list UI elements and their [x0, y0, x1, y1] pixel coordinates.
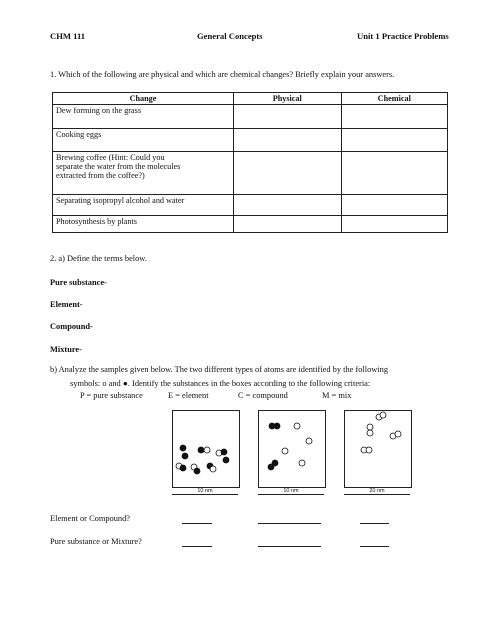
filled-atom	[268, 464, 274, 470]
table-row	[53, 129, 448, 152]
sample-3-atoms	[345, 411, 411, 487]
element-or-compound-label: Element or Compound?	[50, 514, 131, 523]
answer-blank[interactable]	[360, 546, 389, 547]
unit-title: Unit 1 Practice Problems	[357, 31, 449, 41]
sample-box-1	[172, 410, 240, 488]
open-atom	[306, 438, 312, 444]
column-header-physical: Physical	[233, 93, 341, 105]
filled-atom	[221, 449, 227, 455]
filled-atom	[180, 445, 186, 451]
filled-atom	[274, 423, 280, 429]
physical-answer-cell[interactable]	[233, 105, 341, 129]
change-cell	[53, 152, 234, 195]
open-atom	[294, 423, 300, 429]
answer-blank[interactable]	[258, 546, 321, 547]
scale-bar-2	[258, 488, 324, 496]
scale-line	[344, 494, 410, 495]
changes-table	[52, 92, 448, 233]
atom-symbols-line: symbols: o and ●. Identify the substances in the boxes according to the following criteria:	[70, 379, 371, 388]
scale-bar-3	[344, 488, 410, 496]
open-atom	[380, 412, 386, 418]
column-header-chemical: Chemical	[341, 93, 447, 105]
question-2b-prompt: b) Analyze the samples given below. The two different types of atoms are identified by the following	[50, 365, 389, 374]
sample-box-2	[258, 410, 326, 488]
scale-line	[172, 494, 238, 495]
criterion-pure-substance: P = pure substance	[80, 391, 143, 400]
change-cell: Cooking eggs	[53, 129, 234, 152]
criterion-mix: M = mix	[322, 391, 352, 400]
physical-answer-cell[interactable]	[233, 152, 341, 195]
table-row	[53, 195, 448, 216]
term-mixture: Mixture-	[50, 345, 82, 354]
table-row	[53, 152, 448, 195]
open-atom	[210, 466, 216, 472]
table-row	[53, 105, 448, 129]
filled-atom	[194, 468, 200, 474]
physical-answer-cell[interactable]	[233, 129, 341, 152]
scale-bar-1	[172, 488, 238, 496]
filled-atom	[180, 465, 186, 471]
open-atom	[395, 431, 401, 437]
chemical-answer-cell[interactable]	[341, 195, 447, 216]
open-atom	[282, 448, 288, 454]
scale-label: 10 nm	[283, 488, 299, 494]
open-atom	[367, 424, 373, 430]
chemical-answer-cell[interactable]	[341, 152, 447, 195]
course-code: CHM 111	[50, 31, 86, 41]
change-text-line: separate the water from the molecules	[56, 162, 181, 171]
change-text-line: extracted from the coffee?)	[56, 171, 145, 180]
term-element: Element-	[50, 300, 83, 309]
table-row	[53, 216, 448, 233]
change-cell: Separating isopropyl alcohol and water	[53, 195, 234, 216]
answer-blank[interactable]	[258, 523, 321, 524]
document-title: General Concepts	[197, 31, 263, 41]
answer-blank[interactable]	[182, 523, 212, 524]
column-header-change: Change	[53, 93, 234, 105]
change-cell: Photosynthesis by plants	[53, 216, 234, 233]
open-atom	[204, 447, 210, 453]
scale-label: 10 nm	[197, 488, 213, 494]
filled-atom	[223, 457, 229, 463]
criteria-legend	[80, 391, 351, 400]
term-compound: Compound-	[50, 322, 93, 331]
pure-or-mixture-label: Pure substance or Mixture?	[50, 537, 142, 546]
question-2-prompt: 2. a) Define the terms below.	[50, 254, 147, 263]
filled-atom	[182, 453, 188, 459]
table-header-row	[53, 93, 448, 105]
physical-answer-cell[interactable]	[233, 195, 341, 216]
term-pure-substance: Pure substance-	[50, 278, 107, 287]
answer-blank[interactable]	[360, 523, 389, 524]
chemical-answer-cell[interactable]	[341, 105, 447, 129]
open-atom	[299, 460, 305, 466]
open-atom	[367, 430, 373, 436]
sample-1-atoms	[173, 411, 239, 487]
scale-label: 20 nm	[369, 488, 385, 494]
change-text-line: Brewing coffee (Hint: Could you	[56, 153, 165, 162]
criterion-element: E = element	[168, 391, 209, 400]
filled-atom	[198, 447, 204, 453]
physical-answer-cell[interactable]	[233, 216, 341, 233]
scale-line	[258, 494, 324, 495]
answer-blank[interactable]	[182, 546, 212, 547]
sample-box-3	[344, 410, 412, 488]
question-1-prompt: 1. Which of the following are physical and which are chemical changes? Briefly explain your answers.	[50, 70, 395, 79]
open-atom	[366, 447, 372, 453]
sample-2-atoms	[259, 411, 325, 487]
change-cell: Dew forming on the grass	[53, 105, 234, 129]
chemical-answer-cell[interactable]	[341, 129, 447, 152]
chemical-answer-cell[interactable]	[341, 216, 447, 233]
criterion-compound: C = compound	[238, 391, 288, 400]
